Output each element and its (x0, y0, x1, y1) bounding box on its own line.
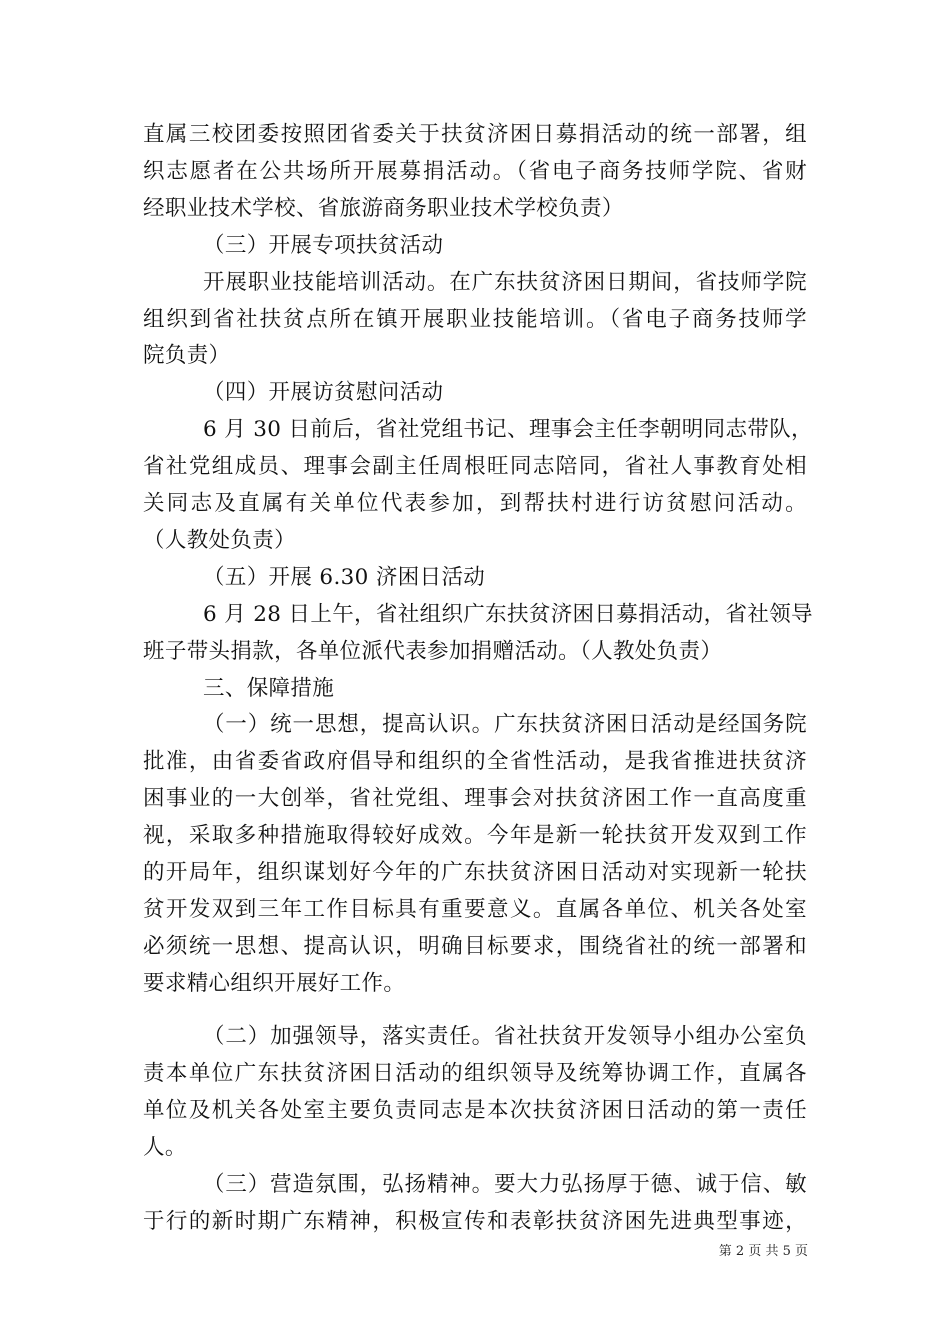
text-line: 人。 (143, 1135, 187, 1160)
heading-line: （三）开展专项扶贫活动 (203, 233, 444, 258)
text-line: 困事业的一大创举，省社党组、理事会对扶贫济困工作一直高度重 (143, 786, 807, 811)
text-line: 织志愿者在公共场所开展募捐活动。（省电子商务技师学院、省财 (143, 159, 807, 184)
text-line: 直属三校团委按照团省委关于扶贫济困日募捐活动的统一部署，组 (143, 122, 807, 147)
text-line: 省社党组成员、理事会副主任周根旺同志陪同，省社人事教育处相 (143, 454, 807, 479)
text-line: 单位及机关各处室主要负责同志是本次扶贫济困日活动的第一责任 (143, 1098, 807, 1123)
text-line: （人教处负责） (143, 528, 296, 553)
page-number: 第 2 页 共 5 页 (718, 1244, 808, 1259)
text-line: （一）统一思想，提高认识。广东扶贫济困日活动是经国务院 (203, 712, 807, 737)
text-line: （三）营造氛围，弘扬精神。要大力弘扬厚于德、诚于信、敏 (203, 1172, 807, 1197)
text-line: 开展职业技能培训活动。在广东扶贫济困日期间，省技师学院 (203, 270, 807, 295)
text-line: 6 月 30 日前后，省社党组书记、理事会主任李朝明同志带队， (203, 417, 813, 442)
text-line: 关同志及直属有关单位代表参加，到帮扶村进行访贫慰问活动。 (143, 491, 807, 516)
text-line: 经职业技术学校、省旅游商务职业技术学校负责） (143, 196, 624, 221)
heading-line: （五）开展 6.30 济困日活动 (203, 565, 486, 590)
text-line: 的开局年，组织谋划好今年的广东扶贫济困日活动对实现新一轮扶 (143, 860, 807, 885)
text-line: 批准，由省委省政府倡导和组织的全省性活动，是我省推进扶贫济 (143, 749, 807, 774)
heading-line: （四）开展访贫慰问活动 (203, 380, 444, 405)
text-line: 视，采取多种措施取得较好成效。今年是新一轮扶贫开发双到工作 (143, 823, 807, 848)
text-line: （二）加强领导，落实责任。省社扶贫开发领导小组办公室负 (203, 1024, 807, 1049)
text-line: 组织到省社扶贫点所在镇开展职业技能培训。（省电子商务技师学 (143, 307, 807, 332)
text-line: 责本单位广东扶贫济困日活动的组织领导及统筹协调工作，直属各 (143, 1061, 807, 1086)
text-line: 贫开发双到三年工作目标具有重要意义。直属各单位、机关各处室 (143, 897, 807, 922)
text-line: 要求精心组织开展好工作。 (143, 971, 406, 996)
heading-line: 三、保障措施 (203, 676, 335, 701)
text-line: 班子带头捐款，各单位派代表参加捐赠活动。（人教处负责） (143, 639, 723, 664)
text-line: 于行的新时期广东精神，积极宣传和表彰扶贫济困先进典型事迹， (143, 1209, 807, 1234)
text-line: 6 月 28 日上午，省社组织广东扶贫济困日募捐活动，省社领导 (203, 602, 813, 627)
text-line: 必须统一思想、提高认识，明确目标要求，围绕省社的统一部署和 (143, 934, 807, 959)
text-line: 院负责） (143, 343, 231, 368)
